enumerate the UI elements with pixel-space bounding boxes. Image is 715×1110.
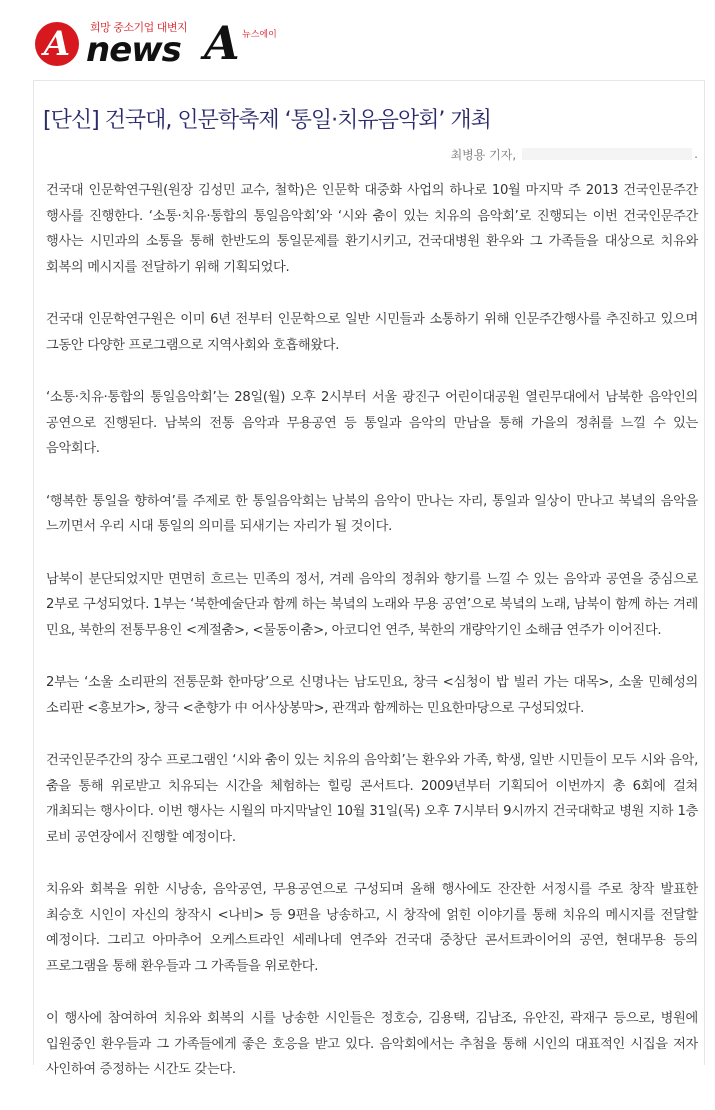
article-paragraph: 건국대 인문학연구원은 이미 6년 전부터 인문학으로 일반 시민들과 소통하기 위해 인문주간행사를 추진하고 있으며 그동안 다양한 프로그램으로 지역사회와 호흡해왔다. [46, 312, 698, 353]
article-headline: [단신] 건국대, 인문학축제 ‘통일·치유음악회’ 개최 [43, 108, 491, 133]
byline-end: . [694, 147, 698, 161]
logo-letter-a: A [204, 16, 240, 70]
article-paragraph: ‘소통·치유·통합의 통일음악회’는 28일(월) 오후 2시부터 서울 광진구 어린이대공원 열린무대에서 남북한 음악인의 공연으로 진행된다. 남북의 전통 음악과 무용공연 등 통일과 음악의 만남을 통해 가을의 정취를 느낄 수 있는 음악회다. [46, 390, 698, 456]
article-paragraph: 남북이 분단되었지만 면면히 흐르는 민족의 정서, 겨레 음악의 정취와 향기를 느낄 수 있는 음악과 공연을 중심으로 2부로 구성되었다. 1부는 ‘북한예술단과 함께 하는 북녘의 노래와 무용 공연’으로 북녘의 노래, 남북이 함께 하는 겨레 민요, 북한의 전통무용인 <계절춤>, <물동이춤>, 아코디언 연주, 북한의 개량악기인 소해금 연주가 이어진다. [46, 571, 698, 638]
logo-wordmark: news [86, 30, 181, 70]
article-paragraph: 건국인문주간의 장수 프로그램인 ‘시와 춤이 있는 치유의 음악회’는 환우와 가족, 학생, 일반 시민들이 모두 시와 음악, 춤을 통해 위로받고 치유되는 시간을 체험하는 힐링 콘서트다. 2009년부터 기획되어 이번까지 총 6회에 걸쳐 개최되는 행사이다. 이번 행사는 시월의 마지막날인 10월 31일(목) 오후 7시부터 9시까지 건국대학교 병원 지하 1층 로비 공연장에서 진행할 예정이다. [46, 753, 698, 845]
redacted-email [522, 148, 692, 160]
article-paragraph: 이 행사에 참여하여 치유와 회복의 시를 낭송한 시인들은 정호승, 김용택, 김남조, 유안진, 곽재구 등으로, 병원에 입원중인 환우들과 그 가족들에게 좋은 호응을 받고 있다. 음악회에서는 추첨을 통해 시인의 대표적인 시집을 저자 사인하여 증정하는 시간도 갖는다. [46, 1011, 698, 1077]
site-logo[interactable] [32, 14, 282, 70]
article-container [33, 80, 705, 1077]
article-body [46, 178, 698, 1110]
logo-a-emblem: A [35, 22, 79, 66]
article-paragraph: 건국대 인문학연구원(원장 김성민 교수, 철학)은 인문학 대중화 사업의 하나로 10월 마지막 주 2013 건국인문주간 행사를 진행한다. ‘소통·치유·통합의 통일음악회’와 ‘시와 춤이 있는 치유의 음악회’로 진행되는 이번 건국인문주간 행사는 시민과의 소통을 통해 한반도의 통일문제를 환기시키고, 건국대병원 환우와 그 가족들을 대상으로 치유와 회복의 메시지를 전달하기 위해 기획되었다. [46, 183, 698, 275]
article-paragraph: ‘행복한 통일을 향하여’를 주제로 한 통일음악회는 남북의 음악이 만나는 자리, 통일과 일상이 만나고 북녘의 음악을 느끼면서 우리 시대 통일의 의미를 되새기는 자리가 될 것이다. [46, 493, 698, 534]
article-byline: 최병용 기자, [450, 147, 517, 162]
article-paragraph: 치유와 회복을 위한 시낭송, 음악공연, 무용공연으로 구성되며 올해 행사에도 잔잔한 서정시를 주로 창작 발표한 최승호 시인이 자신의 창작시 <나비> 등 9편을 낭송하고, 시 창작에 얽힌 이야기를 통해 치유의 메시지를 전달할 예정이다. 그리고 아마추어 오케스트라인 세레나데 연주와 건국대 중창단 콘서트콰이어의 공연, 현대무용 등의 프로그램을 통해 환우들과 그 가족들을 위로한다. [46, 882, 698, 974]
logo-subtitle: 뉴스에이 [242, 30, 277, 40]
article-meta [451, 145, 698, 163]
logo-tagline: 희망 중소기업 대변지 [90, 21, 188, 34]
article-paragraph: 2부는 ‘소울 소리판의 전통문화 한마당’으로 신명나는 남도민요, 창극 <심청이 밥 빌러 가는 대목>, 소울 민혜성의 소리판 <흥보가>, 창극 <춘향가 中 어사상봉막>, 관객과 함께하는 민요한마당으로 구성되었다. [46, 675, 698, 716]
